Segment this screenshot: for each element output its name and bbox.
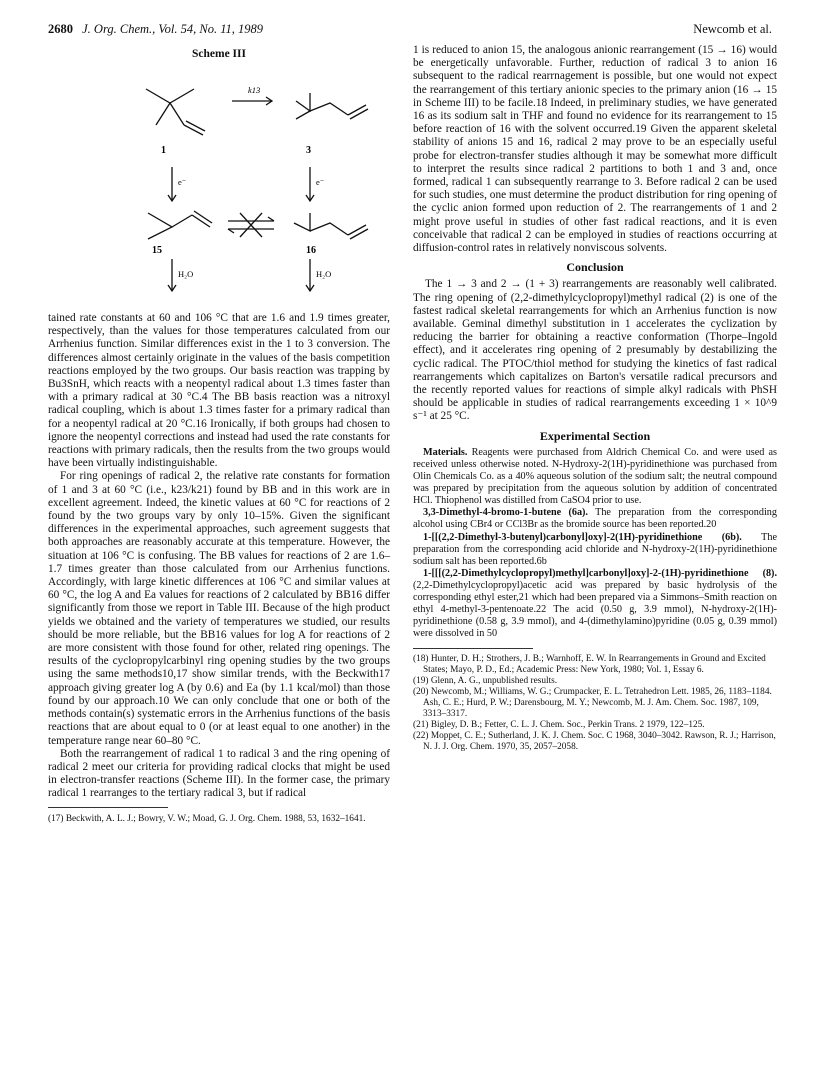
electron-label-right: e⁻ bbox=[316, 177, 325, 188]
right-column bbox=[413, 44, 777, 753]
compound-15-skeleton bbox=[148, 213, 172, 239]
right-paragraph-1: 1 is reduced to anion 15, the analogous anionic rearrangement (15 → 16) would be energetically unfavorable. Further, reduction of radical 3 to anion 16 subsequent to the radical rearrnagement is possible, but one would not expect the rearrangement of this tertiary anionic species to the primary anion (16 → 15 in Scheme III) to be facile.18 Indeed, in preliminary studies, we have generated 16 as its sodium salt in THF and found no evidence for its rearrangement to 15 before reaction of 16 with the solvent occurred.19 Given the apparent skeletal stability of anions 15 and 16, radical 2 may prove to be an especially useful probe for electron-transfer studies although it may be somewhat more difficult to interpret the results since radical 2 partitions to both 1 and 3 and, once formed, radical 1 can subsequently rearrange to 3. Before radical 2 can be used for such studies, one must determine the product distribution for ring opening of the cyclic anion formed upon reduction of 2. The rearrangements of 1 and 2 might prove useful in studies of other fast radical reactions, and it is even conceivable that radical 2 can be employed in studies of reactions occurring at diffusion-control rates in relatively nonviscous solvents. bbox=[413, 44, 777, 255]
right-footnotes bbox=[413, 654, 777, 753]
electron-label-left: e⁻ bbox=[178, 177, 187, 188]
compound-3-skeleton bbox=[296, 93, 310, 111]
journal-citation: J. Org. Chem., Vol. 54, No. 11, 1989 bbox=[82, 22, 264, 36]
water-label-right: H₂O bbox=[316, 269, 332, 280]
rate-label: k13 bbox=[248, 85, 261, 96]
exp-compound-8: 1-[[[(2,2-Dimethylcyclopropyl)methyl]carbonyl]oxy]-2-(1H)-pyridinethione (8). (2,2-Dimethylcyclopropyl)acetic acid was prepared by basic hydrolysis of the corresponding ethyl ester,21 which had been prepared via a Simmons–Smith reaction on ethyl 4-methyl-3-pentenoate.22 The acid (0.50 g, 3.9 mmol), N-hydroxy-2(1H)-pyridinethione (0.58 g, 3.9 mmol), and 4-(dimethylamino)pyridine (0.05 g, 0.39 mmol) were dissolved in 50 bbox=[413, 567, 777, 640]
compound-1-skeleton bbox=[146, 89, 194, 103]
left-column bbox=[48, 44, 390, 825]
footnote-rule bbox=[48, 807, 168, 808]
experimental-heading: Experimental Section bbox=[539, 428, 651, 443]
water-label-left: H₂O bbox=[178, 269, 194, 280]
header-left bbox=[48, 22, 263, 37]
footnote-19: (19) Glenn, A. G., unpublished results. bbox=[413, 676, 558, 687]
scheme-drawing bbox=[48, 63, 390, 313]
exp-compound-6a: 3,3-Dimethyl-4-bromo-1-butene (6a). The preparation from the corresponding alcohol using CBr4 or CCl3Br as the bromide source has been reported.20 bbox=[413, 507, 777, 531]
exp-compound-6b: 1-[[(2,2-Dimethyl-3-butenyl)carbonyl]oxy]-2(1H)-pyridinethione (6b). The preparation from the corresponding acid chloride and N-hydroxy-2(1H)-pyridinethione sodium salt has been reported.6b bbox=[413, 531, 777, 567]
page-header bbox=[48, 22, 772, 40]
exp-materials: Materials. Reagents were purchased from Aldrich Chemical Co. and were used as received unless otherwise noted. N-Hydroxy-2(1H)-pyridinethione was purchased from Olin Chemicals Co. as a 40% aqueous solution of the sodium salt; the neutral compound was prepared by precipitation from the aqueous solution by addition of concentrated HCl. Thiophenol was distilled from CaSO4 prior to use. bbox=[413, 446, 777, 507]
compound-16-skeleton bbox=[294, 213, 310, 231]
experimental-section bbox=[413, 447, 777, 641]
header-authors: Newcomb et al. bbox=[693, 22, 772, 36]
footnote-18: (18) Hunter, D. H.; Strothers, J. B.; Warnhoff, E. W. In Rearrangements in Ground and Excited States; Mayo, P. D., Ed.; Academic Press: New York, 1980; Vol. 1, Essay 6. bbox=[413, 654, 766, 676]
label-15: 15 bbox=[152, 245, 162, 257]
scheme-title: Scheme III bbox=[192, 48, 246, 60]
conclusion-heading: Conclusion bbox=[566, 260, 624, 275]
footnote-rule-right bbox=[413, 648, 533, 649]
footnote-22: (22) Moppet, C. E.; Sutherland, J. K. J. Chem. Soc. C 1968, 3040–3042. Rawson, R. J.; Harrison, N. J. J. Org. Chem. 1970, 35, 2057–2058. bbox=[413, 731, 776, 753]
label-16: 16 bbox=[306, 245, 316, 257]
left-paragraph-2: For ring openings of radical 2, the relative rate constants for formation of 1 and 3 at 60 °C (i.e., k23/k21) found by BB and in this work are in excellent agreement. Indeed, the kinetic values at 60 °C for reactions of 2 found by the two groups vary by only 10–15%. Given the significant differences in the experimental approaches, such agreement suggests that both approaches are reasonably accurate at this temperature. However, the situation at 106 °C is confusing. The BB values for reactions of 2 are 1.6–1.7 times greater than those calculated from our Arrhenius functions. Accordingly, with large kinetic differences at 106 °C and similar values at 60 °C, the log A and Ea values for reactions of 2 calculated by BB16 differ significantly from those we report in Table III. Because of the high product yields we obtained and the variety of temperatures we studied, our results should be more reliable, but the BB16 values for log A for reactions of 2 are more consistent with those found for other, related ring openings. The results of the cyclopropylcarbinyl ring opening studies by the two groups using the same methods10,17 show similar trends, with the Beckwith17 approach giving greater log A (by 0.6) and Ea (by 1.1 kcal/mol) than those found by our approach.10 We can only conclude that one or both of the methods contain(s) systematic errors in the Arrhenius functions of the basis reactions that are about equal to 0 (or at least equal to one another) in the temperature range near 60–80 °C. bbox=[48, 470, 390, 747]
footnote-17: (17) Beckwith, A. L. J.; Bowry, V. W.; Moad, G. J. Org. Chem. 1988, 53, 1632–1641. bbox=[48, 813, 366, 824]
footnote-21: (21) Bigley, D. B.; Fetter, C. L. J. Chem. Soc., Perkin Trans. 2 1979, 122–125. bbox=[413, 720, 705, 731]
left-paragraph-3: Both the rearrangement of radical 1 to radical 3 and the ring opening of radical 2 meet our criteria for providing radical clocks that might be used in electron-transfer reactions (Scheme III). In the former case, the primary radical 1 rearranges to the tertiary radical 3, but if radical bbox=[48, 747, 390, 800]
left-footnotes bbox=[48, 814, 390, 825]
page-number: 2680 bbox=[48, 22, 73, 36]
label-3: 3 bbox=[306, 145, 311, 157]
footnote-20: (20) Newcomb, M.; Williams, W. G.; Crumpacker, E. L. Tetrahedron Lett. 1985, 26, 1183–1184. Ash, C. E.; Hurd, P. W.; Darensbourg, M. Y.; Newcomb, M. J. Am. Chem. Soc. 1987, 109, 3313–3317. bbox=[413, 687, 772, 720]
scheme-iii bbox=[48, 48, 390, 312]
left-paragraph-1: tained rate constants at 60 and 106 °C that are 1.6 and 1.9 times greater, respectively, than the values for those temperatures calculated from our Arrhenius function. Similar differences exist in the 1 to 3 conversion. The differences almost certainly originate in the values of the basis competition reactions employed by the two groups. Our basis reaction was trapping by Bu3SnH, which reacts with a neopentyl radical about 1.3 times faster than with a primary radical at 30 °C.4 The BB basis reaction was a nitroxyl radical coupling, which is about 1.3 times faster for a primary radical than for a neopentyl radical at 20 °C.16 Ironically, if both groups had chosen to ignore the neopentyl corrections and instead had used the rate constants for reactions with primary radicals, then the results from the two groups would have been virtually indistinguishable. bbox=[48, 312, 390, 470]
conclusion-paragraph: The 1 → 3 and 2 → (1 + 3) rearrangements are reasonably well calibrated. The ring opening of (2,2-dimethylcyclopropyl)methyl radical (2) is one of the fastest radical skeletal rearrangements for which an Arrhenius function is now available. Geminal dimethyl substitution in 1 accelerates the cyclization by reducing the barrier for obtaining a reactive conformation (Thorpe–Ingold effect), and it accelerates ring opening of 2 presumably by destabilizing the cyclic radical. The PTOC/thiol method for studying the kinetics of fast radical rearrangements which capitalizes on Barton's versatile radical precursors and the recently reported values for reactions of simple alkyl radicals with PhSH should be applicable in studies of radical rearrangements exceeding 1 × 10^9 s⁻¹ at 25 °C. bbox=[413, 278, 777, 423]
label-1: 1 bbox=[161, 145, 166, 157]
